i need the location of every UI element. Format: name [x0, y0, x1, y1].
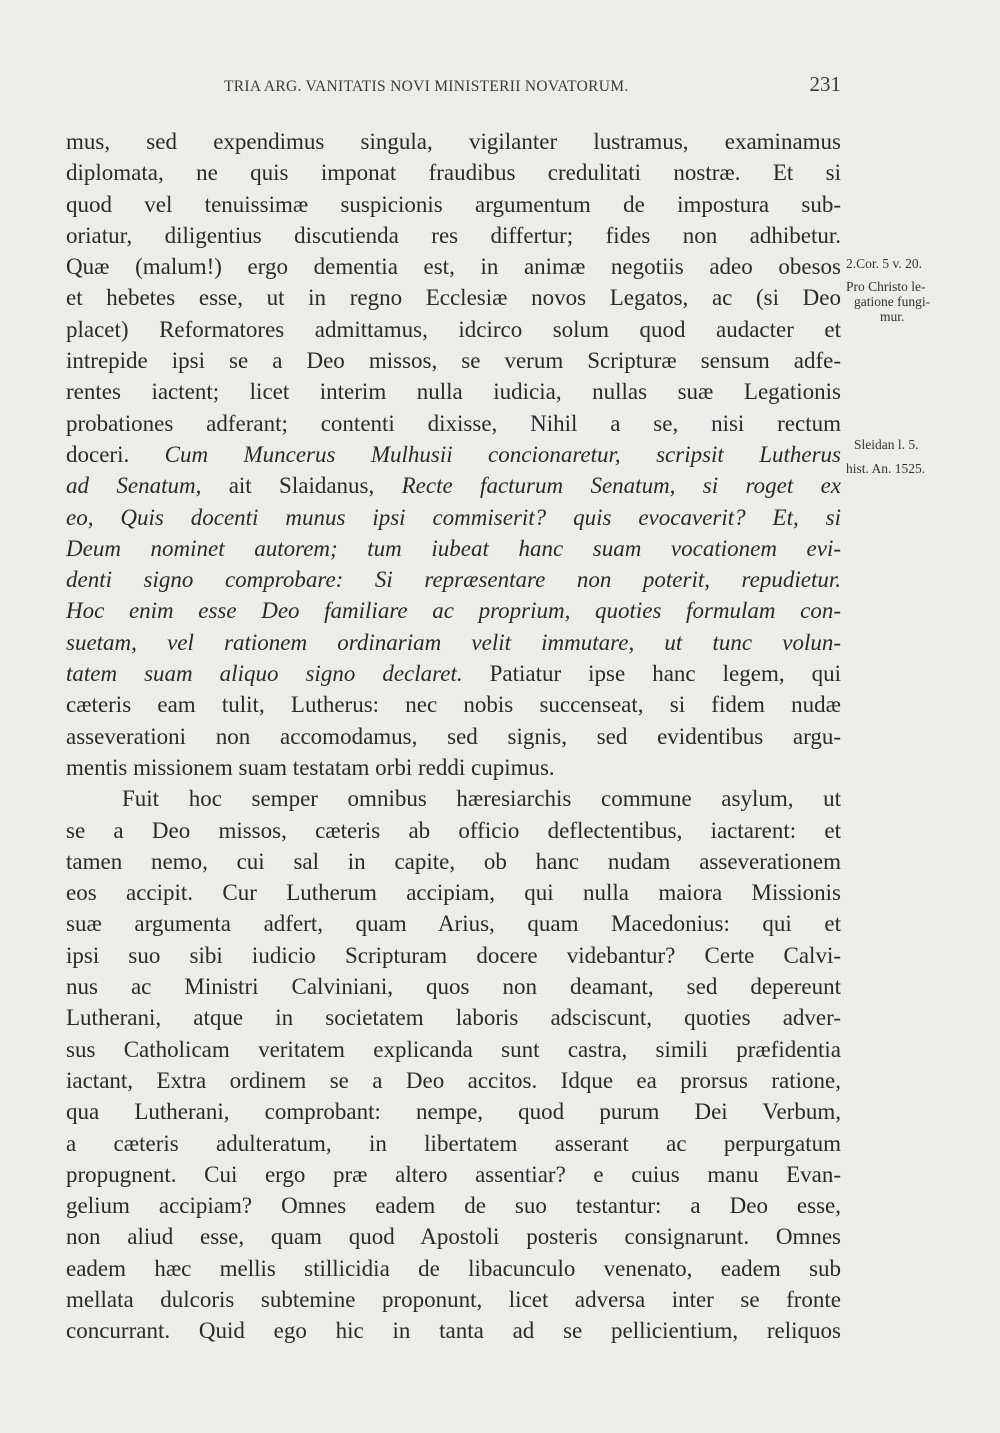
text-line: asseverationi non accomodamus, sed signis, sed evidentibus argu- — [66, 723, 841, 749]
text-line: tamen nemo, cui sal in capite, ob hanc nudam asseverationem — [66, 848, 841, 874]
text-line: rentes iactent; licet interim nulla iudicia, nullas suæ Legationis — [66, 379, 841, 405]
italic-quote: Cum Muncerus Mulhusii concionaretur, scripsit Lutherus — [164, 441, 841, 467]
text-line: nus ac Ministri Calviniani, quos non deamant, sed depereunt — [66, 974, 841, 1000]
page-number: 231 — [809, 72, 841, 96]
text-line: qua Lutherani, comprobant: nempe, quod purum Dei Verbum, — [66, 1099, 841, 1125]
margin-note-line: Sleidan l. 5. — [854, 437, 919, 452]
margin-note-line: mur. — [880, 309, 905, 324]
text-line: et hebetes esse, ut in regno Ecclesiæ novos Legatos, ac (si Deo — [66, 285, 841, 311]
text-line: mentis missionem suam testatam orbi reddi cupimus. — [66, 754, 555, 780]
running-header — [66, 72, 841, 102]
text-line: eos accipit. Cur Lutherum accipiam, qui nulla maiora Missionis — [66, 880, 841, 906]
text-line: Quæ (malum!) ergo dementia est, in animæ negotiis adeo obesos — [66, 254, 841, 280]
text-line: eadem hæc mellis stillicidia de libacunculo venenato, eadem sub — [66, 1255, 841, 1281]
text-line — [66, 470, 841, 501]
text-line: probationes adferant; contenti dixisse, Nihil a se, nisi rectum — [66, 410, 841, 436]
margin-note-line: hist. An. 1525. — [846, 461, 926, 476]
text-line: propugnent. Cui ergo præ altero assentiar? e cuius manu Evan- — [66, 1161, 841, 1187]
italic-quote: ad Senatum, — [66, 473, 202, 499]
margin-note-line: gatione fungi- — [854, 294, 931, 309]
text-line: cæteris eam tulit, Lutherus: nec nobis succenseat, si fidem nudæ — [66, 692, 841, 718]
text-line: oriatur, diligentius discutienda res differtur; fides non adhibetur. — [66, 222, 841, 248]
text-line: suæ argumenta adfert, quam Arius, quam Macedonius: qui et — [66, 911, 841, 937]
text-line: se a Deo missos, cæteris ab officio deflectentibus, iactarent: et — [66, 817, 841, 843]
running-title: TRIA ARG. VANITATIS NOVI MINISTERII NOVATORUM. — [224, 78, 629, 95]
text-span: ait Slaidanus, — [201, 473, 402, 499]
text-line: concurrant. Quid ego hic in tanta ad se pellicientium, reliquos — [66, 1318, 841, 1344]
italic-quote: Recte facturum Senatum, si roget ex — [401, 473, 841, 499]
text-line: sus Catholicam veritatem explicanda sunt castra, simili præfidentia — [66, 1036, 841, 1062]
text-line: mus, sed expendimus singula, vigilanter lustramus, examinamus — [66, 129, 841, 154]
italic-line: suetam, vel rationem ordinariam velit immutare, ut tunc volun- — [66, 629, 841, 655]
text-line: iactant, Extra ordinem se a Deo accitos. Idque ea prorsus ratione, — [66, 1067, 841, 1093]
margin-note-source-ref — [846, 437, 966, 476]
italic-line: Hoc enim esse Deo familiare ac proprium, quoties formulam con- — [66, 598, 841, 624]
text-line: Lutherani, atque in societatem laboris adsciscunt, quoties adver- — [66, 1005, 841, 1031]
text-line: quod vel tenuissimæ suspicionis argumentum de impostura sub- — [66, 191, 841, 217]
italic-quote: tatem suam aliquo signo declaret. — [66, 661, 463, 687]
text-line: intrepide ipsi se a Deo missos, se verum Scripturæ sensum adfe- — [66, 348, 841, 374]
paragraph-first-line: Fuit hoc semper omnibus hæresiarchis commune asylum, ut — [122, 786, 841, 812]
italic-line: denti signo comprobare: Si repræsentare non poterit, repudietur. — [66, 567, 841, 593]
text-span: Patiatur ipse hanc legem, qui — [462, 661, 841, 687]
italic-line: eo, Quis docenti munus ipsi commiserit? quis evocaverit? Et, si — [66, 504, 841, 530]
text-line: ipsi suo sibi iudicio Scripturam docere videbantur? Certe Calvi- — [66, 942, 841, 968]
text-line: non aliud esse, quam quod Apostoli posteris consignarunt. Omnes — [66, 1224, 841, 1250]
margin-note-scripture-ref — [846, 256, 966, 324]
text-span: doceri. — [66, 441, 130, 467]
margin-note-line: Pro Christo le- — [846, 279, 926, 294]
text-line: mellata dulcoris subtemine proponunt, licet adversa inter se fronte — [66, 1286, 841, 1312]
text-line — [66, 439, 841, 470]
text-line: placet) Reformatores admittamus, idcirco solum quod audacter et — [66, 316, 841, 342]
text-line: diplomata, ne quis imponat fraudibus credulitati nostræ. Et si — [66, 160, 841, 186]
margin-note-ref: 2.Cor. 5 v. 20. — [846, 256, 923, 271]
italic-line: Deum nominet autorem; tum iubeat hanc suam vocationem evi- — [66, 535, 841, 561]
body-text — [66, 126, 841, 1347]
text-line: a cæteris adulteratum, in libertatem asserant ac perpurgatum — [66, 1130, 841, 1156]
text-line: gelium accipiam? Omnes eadem de suo testantur: a Deo esse, — [66, 1193, 841, 1219]
text-line — [66, 658, 841, 689]
